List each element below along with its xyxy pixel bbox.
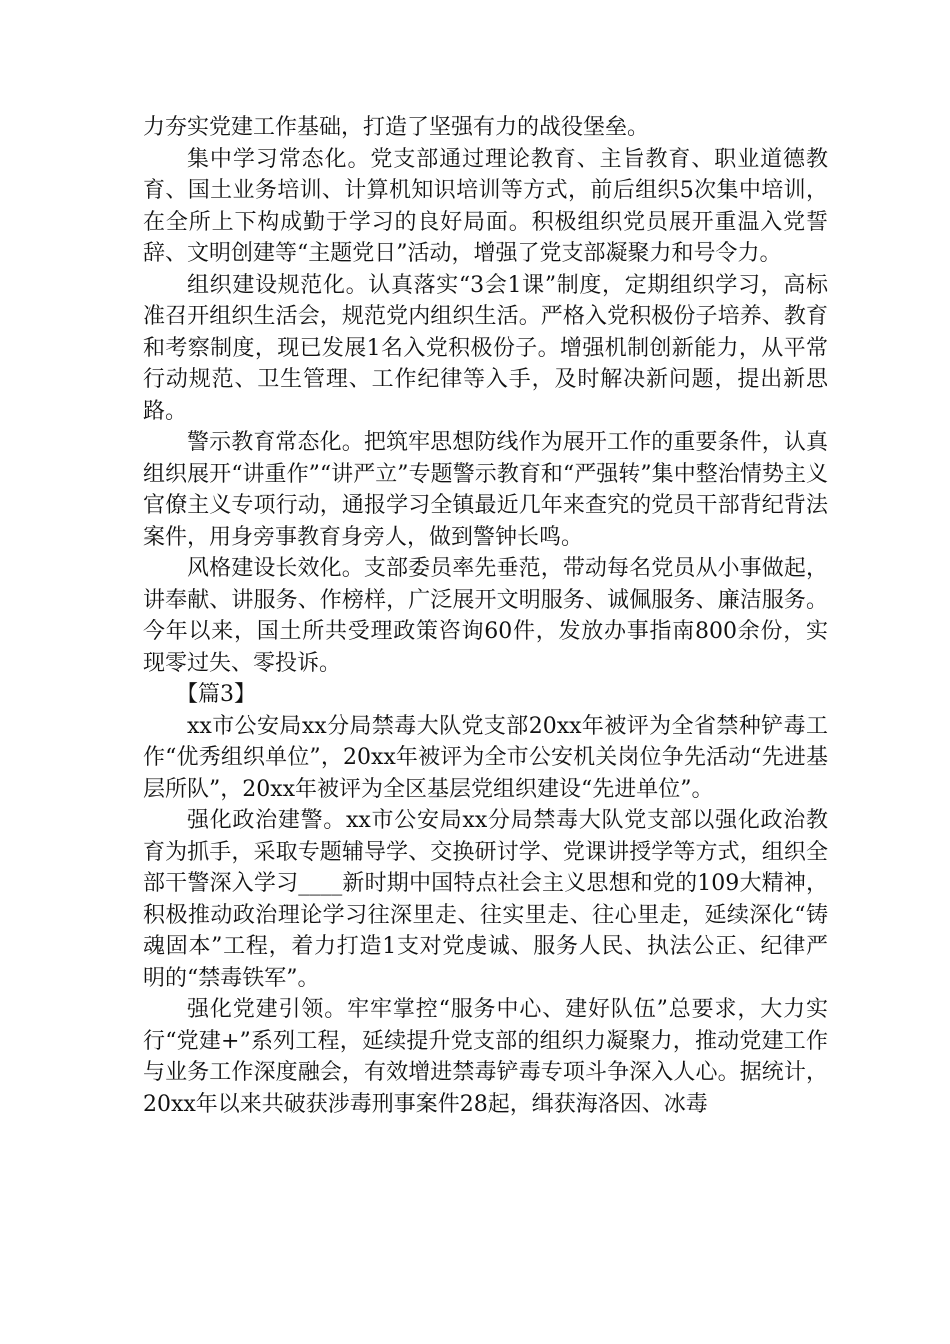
- section-heading: 【篇3】: [176, 682, 256, 707]
- paragraph-organization: 组织建设规范化。认真落实“3会1课”制度，定期组织学习，高标准召开组织生活会，规范党内组织生活。严格入党积极份子培养、教育和考察制度，现已发展1名入党积极份子。增强机制创新能力，从平常行动规范、卫生管理、工作纪律等入手，及时解决新问题，提出新思路。: [143, 272, 828, 424]
- paragraph-political: 强化政治建警。xx市公安局xx分局禁毒大队党支部以强化政治教育为抓手，采取专题辅导学、交换研讨学、党课讲授学等方式，组织全部干警深入学习____新时期中国特点社会主义思想和党的109大精神，积极推动政治理论学习往深里走、往实里走、往心里走，延续深化“铸魂固本”工程，着力打造1支对党虔诚、服务人民、执法公正、纪律严明的“禁毒铁军”。: [143, 808, 828, 991]
- paragraph-style-building: 风格建设长效化。支部委员率先垂范，带动每名党员从小事做起，讲奉献、讲服务、作榜样，广泛展开文明服务、诚佩服务、廉洁服务。今年以来，国土所共受理政策咨询60件，发放办事指南800余份，实现零过失、零投诉。: [143, 556, 828, 676]
- document-body: [143, 112, 828, 1120]
- paragraph-warning-education: 警示教育常态化。把筑牢思想防线作为展开工作的重要条件，认真组织展开“讲重作”“讲严立”专题警示教育和“严强转”集中整治情势主义官僚主义专项行动，通报学习全镇最近几年来查究的党员干部背纪背法案件，用身旁事教育身旁人，做到警钟长鸣。: [143, 430, 828, 550]
- paragraph-intro: xx市公安局xx分局禁毒大队党支部20xx年被评为全省禁种铲毒工作“优秀组织单位”，20xx年被评为全市公安机关岗位争先活动“先进基层所队”，20xx年被评为全区基层党组织建设“先进单位”。: [143, 713, 828, 802]
- paragraph-continuation: 力夯实党建工作基础，打造了坚强有力的战役堡垒。: [143, 115, 650, 140]
- paragraph-party-building: 强化党建引领。牢牢掌控“服务中心、建好队伍”总要求，大力实行“党建+”系列工程，延续提升党支部的组织力凝聚力，推动党建工作与业务工作深度融会，有效增进禁毒铲毒专项斗争深入人心。据统计，20xx年以来共破获涉毒刑事案件28起，缉获海洛因、冰毒: [143, 997, 828, 1117]
- paragraph-study: 集中学习常态化。党支部通过理论教育、主旨教育、职业道德教育、国土业务培训、计算机知识培训等方式，前后组织5次集中培训，在全所上下构成勤于学习的良好局面。积极组织党员展开重温入党誓辞、文明创建等“主题党日”活动，增强了党支部凝聚力和号令力。: [143, 146, 828, 266]
